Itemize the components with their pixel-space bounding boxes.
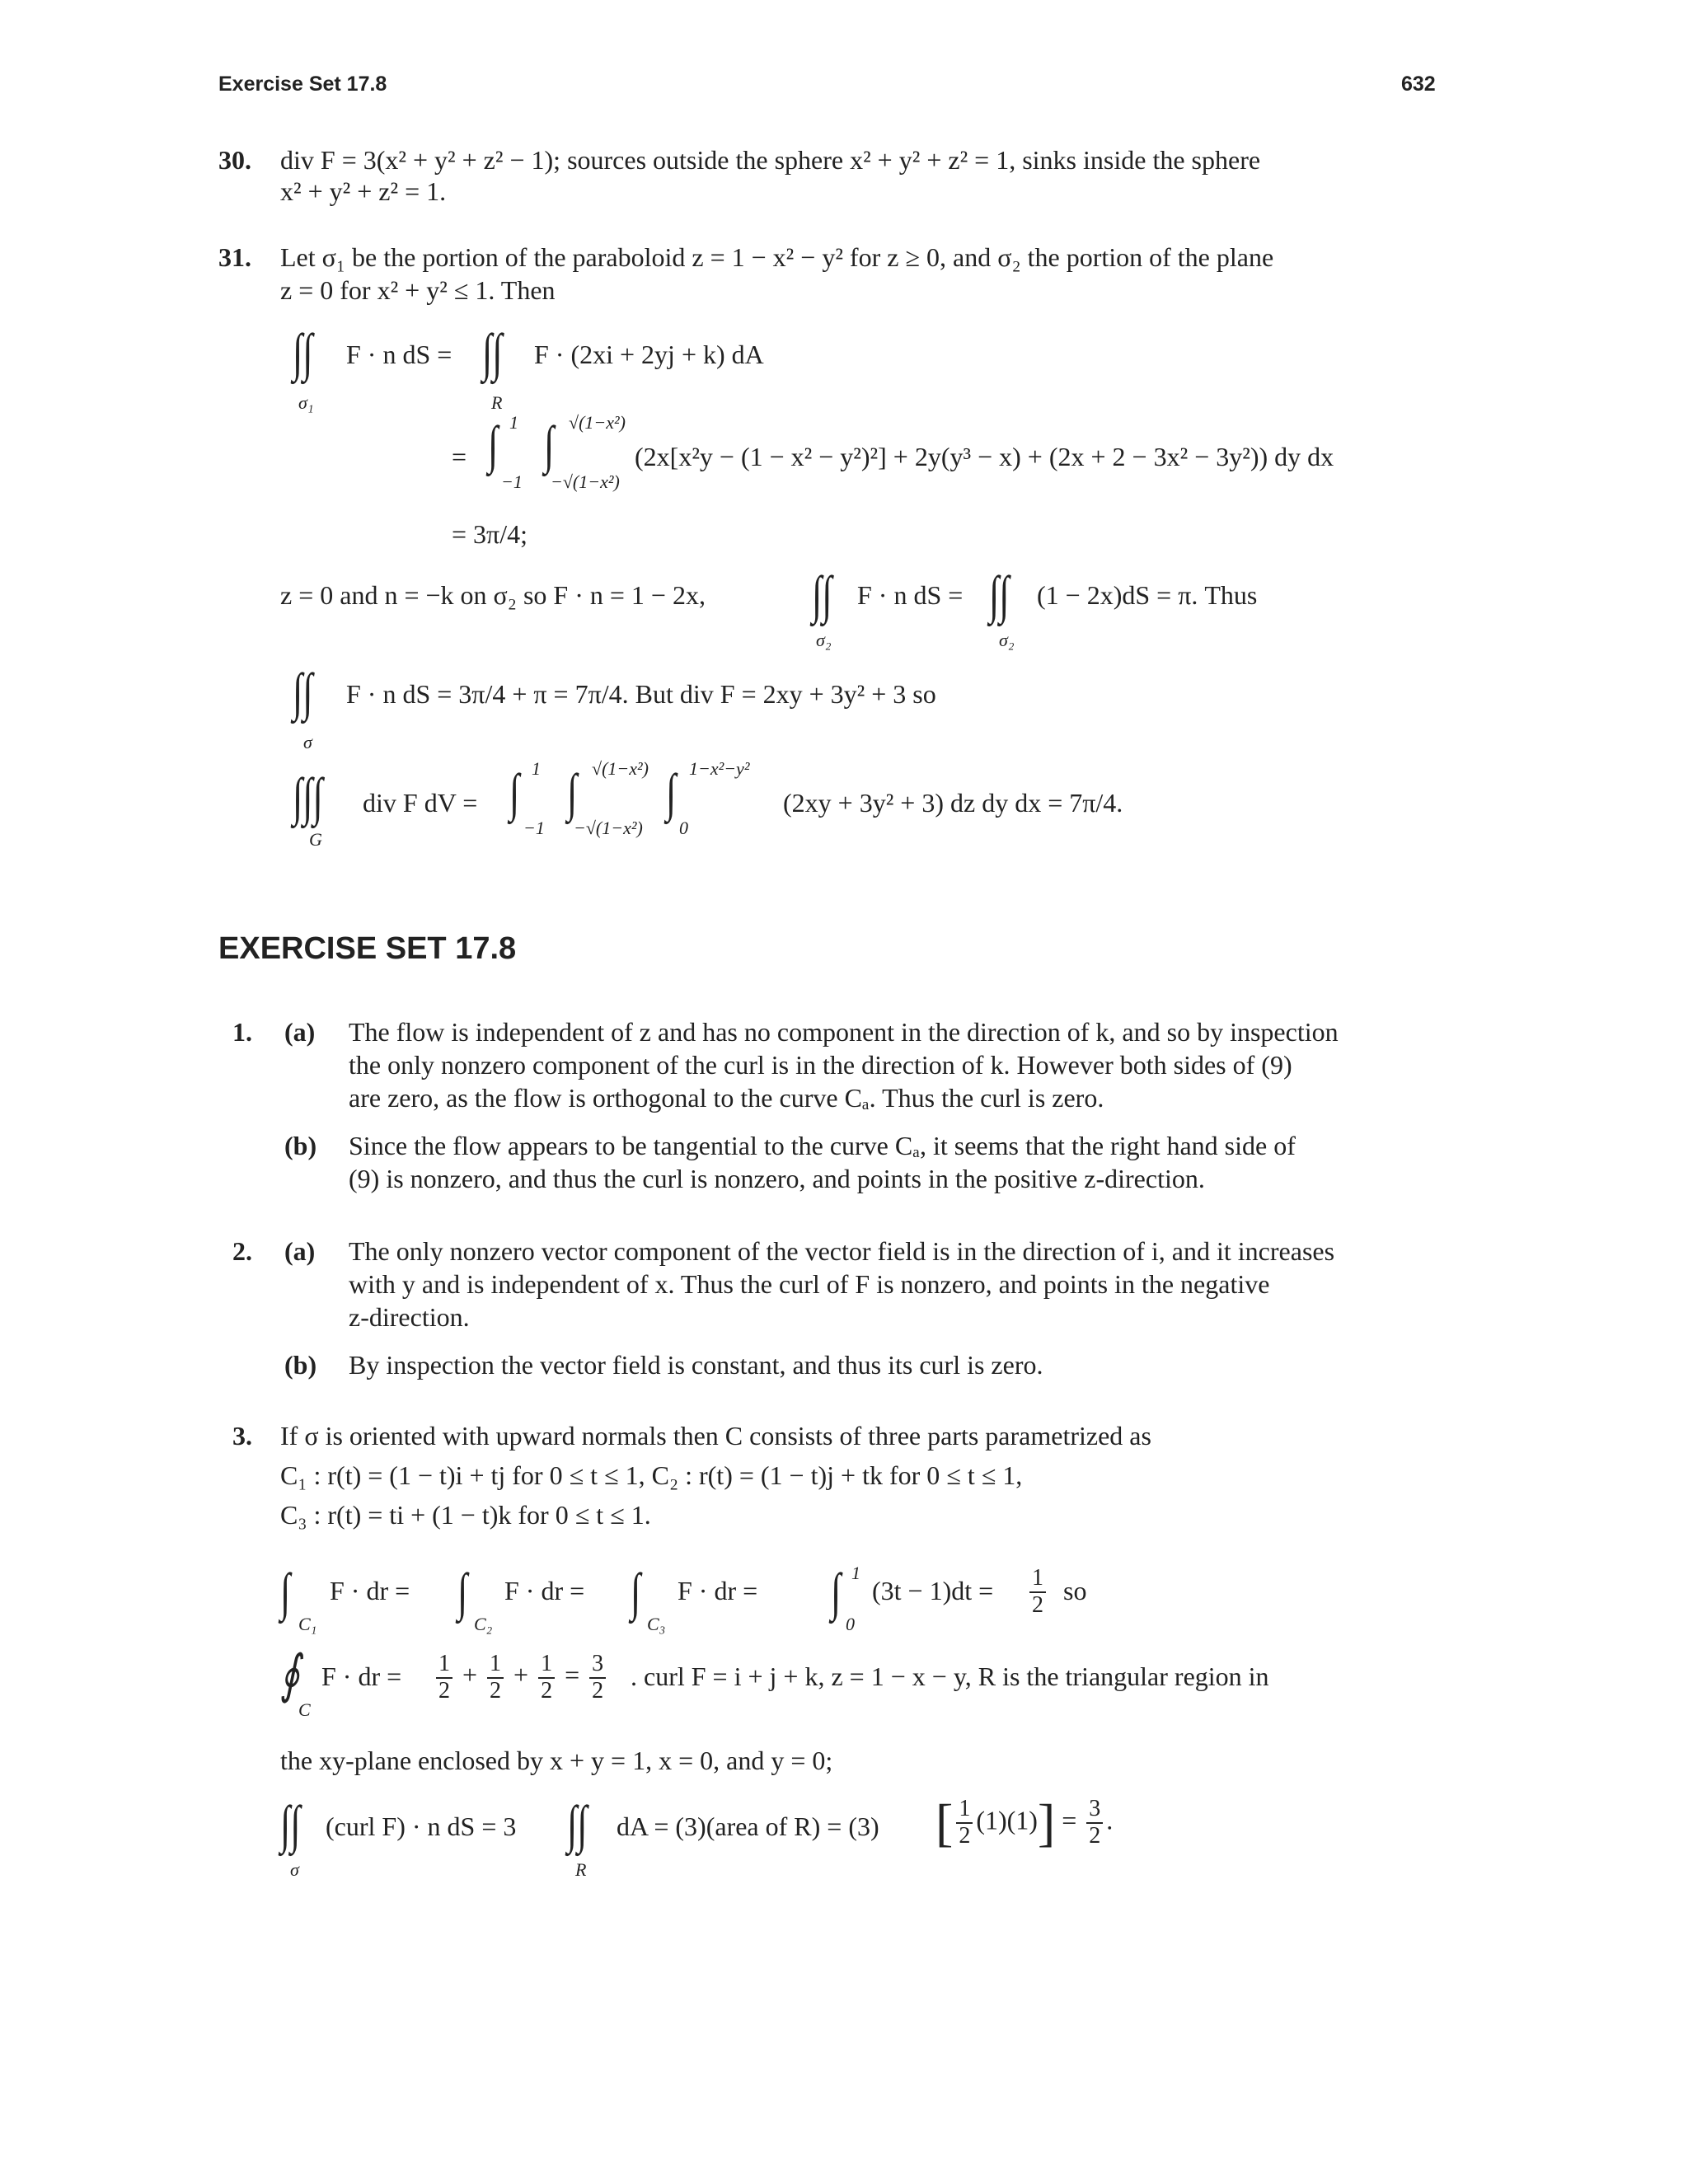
plus-sign: + [513,1660,529,1690]
sigma2-line: z = 0 and n = −k on σ₂ so F · n = 1 − 2x, [280,580,706,610]
section-title: EXERCISE SET 17.8 [218,931,517,966]
equals-sign: = [1062,1805,1077,1835]
denominator: 2 [490,1677,502,1704]
numerator: 3 [1086,1797,1103,1824]
denominator: 2 [592,1677,604,1704]
exercise-2a-line-2: with y and is independent of x. Thus the curl of F is nonzero, and points in the negative [349,1269,1270,1299]
stokes-line: (curl F) · n dS = 3 [326,1811,517,1841]
triple-integral-sign: ∫∫∫ [293,767,323,826]
curl-line: . curl F = i + j + k, z = 1 − x − y, R is the triangular region in [631,1661,1269,1691]
double-integral-sign: ∫∫ [280,1795,301,1854]
denominator: 2 [1089,1823,1101,1849]
subscript-sigma: σ [290,1859,299,1880]
numerator: 1 [1029,1566,1046,1593]
divergence-integrand: (2xy + 3y² + 3) dz dy dx = 7π/4. [783,788,1123,818]
integral-sign: ∫ [831,1563,842,1621]
exercise-3-number: 3. [232,1421,252,1451]
flux-sigma2: F · n dS = [857,580,964,610]
exercise-1a-line-1: The flow is independent of z and has no component in the direction of k, and so by inspection [349,1017,1339,1047]
limit-upper: 1 [532,758,541,779]
limit-lower: −1 [501,471,523,492]
part-b-label: (b) [284,1131,317,1160]
problem-30-number: 30. [218,145,251,175]
bracket-expression [935,1793,1114,1852]
integral-sign: ∫ [509,763,520,822]
problem-30-line-2: x² + y² + z² = 1. [280,176,447,206]
plus-sign: + [462,1660,478,1690]
double-integral-sign: ∫∫ [567,1795,588,1854]
integral-sign: ∫ [631,1563,641,1621]
double-integral-sign: ∫∫ [482,323,503,382]
total-flux-line: F · n dS = 3π/4 + π = 7π/4. But div F = 2xy + 3y² + 3 so [346,679,936,709]
numerator: 3 [589,1652,606,1679]
contour-integral-sign: ∮ [280,1645,300,1704]
sum-of-halves [433,1652,609,1704]
limit-upper: 1 [851,1563,860,1583]
subscript-g: G [309,829,322,850]
flux-projection: F · (2xi + 2yj + k) dA [534,340,764,369]
limit-lower: 0 [846,1614,855,1634]
one-half [1026,1566,1049,1619]
exercise-3-line-2: C₁ : r(t) = (1 − t)i + tj for 0 ≤ t ≤ 1, C₂ : r(t) = (1 − t)j + tk for 0 ≤ t ≤ 1, [280,1460,1023,1490]
page-number: 632 [1401,73,1436,96]
subscript-r: R [491,392,503,413]
subscript-c1: C₁ [298,1614,317,1634]
limit-lower: −√(1−x²) [574,818,643,838]
subscript-c3: C₃ [647,1614,666,1634]
integral-sign: ∫ [544,415,555,474]
parametrized-integral: (3t − 1)dt = [872,1576,994,1605]
limit-upper: 1−x²−y² [689,758,750,779]
exercise-1a-line-3: are zero, as the flow is orthogonal to the curve Cₐ. Thus the curl is zero. [349,1083,1104,1113]
integral-sign: ∫ [457,1563,468,1621]
area-line: dA = (3)(area of R) = (3) [617,1811,879,1841]
line-integral-c1: F · dr = [330,1576,410,1605]
exercise-2a-line-3: z-direction. [349,1302,470,1332]
flux-integrand: F · n dS = [346,340,452,369]
part-a-label: (a) [284,1236,316,1266]
subscript-sigma: σ [303,732,312,752]
limit-lower: −√(1−x²) [551,471,620,492]
integral-sign: ∫ [666,763,677,822]
integral-sign: ∫ [488,415,499,474]
double-integral-sign: ∫∫ [293,663,313,721]
double-integral-sign: ∫∫ [989,565,1010,624]
subscript-sigma2: σ₂ [999,630,1015,650]
exercise-1a-line-2: the only nonzero component of the curl is in the direction of k. However both sides of (9) [349,1050,1292,1080]
denominator: 2 [1032,1591,1043,1618]
problem-30-line-1: div F = 3(x² + y² + z² − 1); sources outside the sphere x² + y² + z² = 1, sinks inside the sphere [280,145,1261,175]
denominator: 2 [959,1823,971,1849]
exercise-2-number: 2. [232,1236,252,1266]
numerator: 1 [538,1652,555,1679]
exercise-1b-line-2: (9) is nonzero, and thus the curl is nonzero, and points in the positive z-direction. [349,1164,1205,1193]
so-word: so [1063,1576,1087,1605]
subscript-sigma1: σ₁ [298,392,314,413]
flux-sigma2-value: (1 − 2x)dS = π. Thus [1037,580,1258,610]
numerator: 1 [956,1797,973,1824]
part-a-label: (a) [284,1017,316,1047]
denominator: 2 [541,1677,553,1704]
subscript-sigma2: σ₂ [816,630,832,650]
double-integral-sign: ∫∫ [812,565,832,624]
limit-lower: −1 [523,818,545,838]
numerator: 1 [436,1652,452,1679]
exercise-3-line-3: C₃ : r(t) = ti + (1 − t)k for 0 ≤ t ≤ 1. [280,1500,651,1530]
left-bracket-icon: [ [935,1793,954,1852]
contour-integral: F · dr = [321,1661,402,1691]
limit-lower: 0 [679,818,688,838]
right-bracket-icon: ] [1037,1793,1056,1852]
region-line: the xy-plane enclosed by x + y = 1, x = 0, and y = 0; [280,1746,833,1775]
limit-upper: 1 [509,412,518,433]
divergence-line: div F dV = [363,788,478,818]
problem-31-number: 31. [218,242,251,272]
exercise-1b-line-1: Since the flow appears to be tangential to the curve Cₐ, it seems that the right hand side of [349,1131,1296,1160]
double-integral-sign: ∫∫ [293,323,313,382]
equals-sign: = [565,1660,580,1690]
line-integral-c2: F · dr = [504,1576,585,1605]
limit-upper: √(1−x²) [569,412,626,433]
part-b-label: (b) [284,1350,317,1380]
period: . [1106,1805,1114,1835]
denominator: 2 [438,1677,450,1704]
integral-sign: ∫ [567,763,578,822]
exercise-1-number: 1. [232,1017,252,1047]
problem-31-line-1: Let σ₁ be the portion of the paraboloid z = 1 − x² − y² for z ≥ 0, and σ₂ the portion of the plane [280,242,1274,272]
integrand: (2x[x²y − (1 − x² − y²)²] + 2y(y³ − x) + (2x + 2 − 3x² − 3y²)) dy dx [635,442,1334,471]
problem-31-line-2: z = 0 for x² + y² ≤ 1. Then [280,275,556,305]
exercise-2b-line-1: By inspection the vector field is constant, and thus its curl is zero. [349,1350,1043,1380]
result-line: = 3π/4; [452,519,528,549]
exercise-2a-line-1: The only nonzero vector component of the vector field is in the direction of i, and it increases [349,1236,1335,1266]
equals-sign: = [452,442,467,471]
product: (1)(1) [976,1805,1038,1835]
running-header: Exercise Set 17.8 [218,73,387,96]
subscript-c2: C₂ [474,1614,493,1634]
line-integral-c3: F · dr = [678,1576,758,1605]
integral-sign: ∫ [280,1563,291,1621]
exercise-3-line-1: If σ is oriented with upward normals then C consists of three parts parametrized as [280,1421,1151,1451]
numerator: 1 [487,1652,504,1679]
subscript-c: C [298,1699,311,1720]
subscript-r: R [575,1859,587,1880]
limit-upper: √(1−x²) [592,758,649,779]
